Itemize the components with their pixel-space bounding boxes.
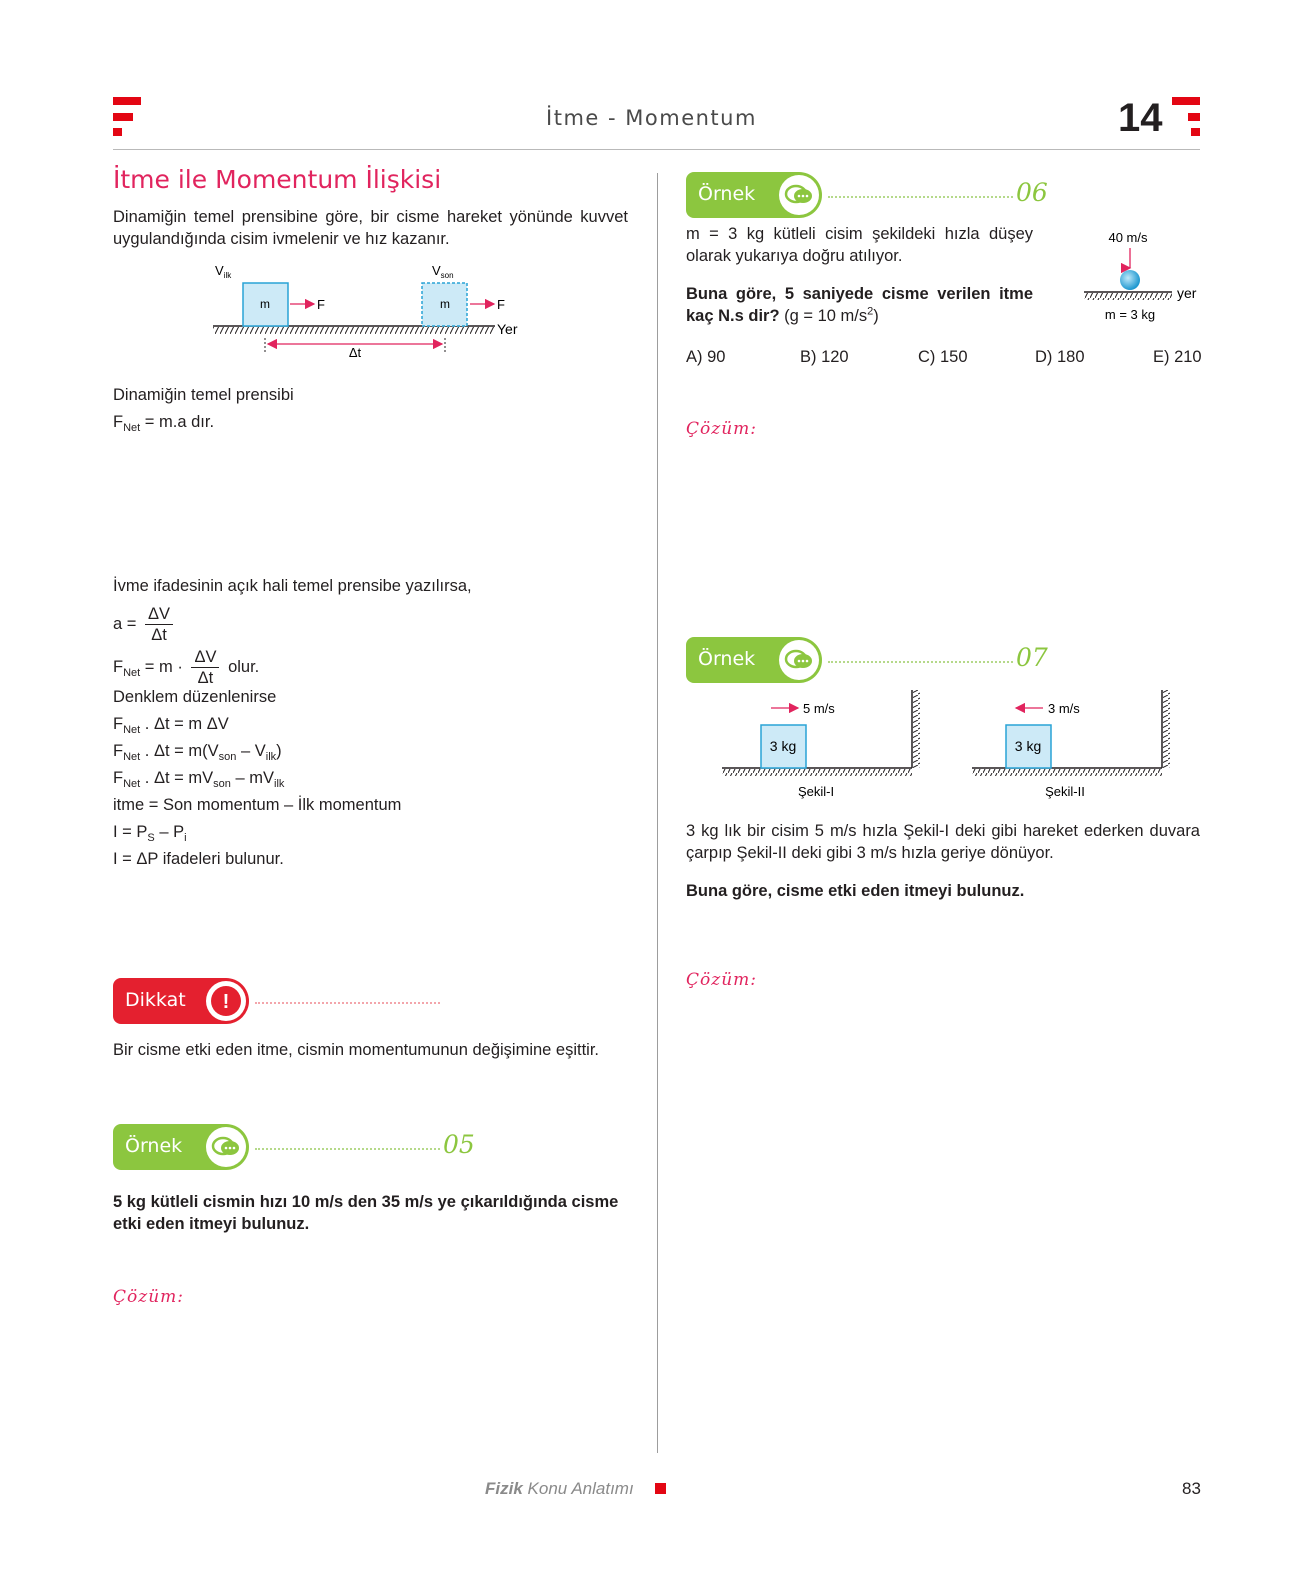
block-mass: 3 kg [1014, 738, 1042, 754]
running-header-title: İtme - Momentum [546, 106, 757, 130]
caution-text: Bir cisme etki eden itme, cismin momentumunun değişimine eşittir. [113, 1041, 600, 1059]
vertical-throw-figure [1080, 226, 1200, 332]
ground-label: yer [1177, 285, 1197, 301]
option-c: C) 150 [918, 348, 968, 366]
example-06-number: 06 [1016, 178, 1048, 207]
delta-t-label: Δt [348, 345, 362, 360]
section-title: İtme ile Momentum İlişkisi [113, 165, 442, 194]
example-07-number: 07 [1016, 643, 1048, 672]
example-07-question: Buna göre, cisme etki eden itmeyi bulunuz. [686, 882, 1025, 900]
acceleration-intro: İvme ifadesinin açık hali temel prensibe yazılırsa, [113, 577, 472, 595]
impulse-words: itme = Son momentum – İlk momentum [113, 796, 402, 814]
caption: Şekil-I [797, 784, 835, 799]
option-a: A) 90 [686, 348, 726, 366]
wall-hatch [1163, 690, 1170, 768]
ground-hatch [1084, 293, 1172, 300]
principle-label: Dinamiğin temel prensibi [113, 386, 294, 404]
page-number: 83 [1182, 1479, 1201, 1498]
speed-label: 40 m/s [1108, 230, 1148, 245]
example-07-solution-label: Çözüm: [686, 970, 757, 990]
ground-hatch [722, 769, 912, 776]
option-e: E) 210 [1153, 348, 1202, 366]
figure-1 [718, 685, 928, 805]
caption: Şekil-II [1045, 784, 1085, 799]
chapter-number: 14 [1118, 96, 1163, 140]
example-07-dots [828, 661, 1013, 663]
v-final-label: $V_{son}$ [432, 263, 454, 280]
example-06-dots [828, 196, 1013, 198]
principle-equation: $F_{Net} = m.a$ dır. [113, 413, 215, 434]
force-label-final: F [497, 297, 505, 312]
force-equation: $F_{Net} = m$ · $\frac{\Delta V}{\Delta t}$ olur. [113, 648, 260, 687]
example-07-tag [686, 637, 822, 683]
example-05-dots [255, 1148, 440, 1150]
v-initial-label: $V_{ilk}$ [215, 263, 232, 280]
example-05-tag [113, 1124, 249, 1170]
intro-paragraph: Dinamiğin temel prensibine göre, bir cisme hareket yönünde kuvvet uygulandığında cisim ivmelenir ve hız kazanır. [113, 208, 628, 248]
column-divider [657, 173, 658, 1453]
caution-tag [113, 978, 249, 1024]
example-05-question: 5 kg kütleli cismin hızı 10 m/s den 35 m/s ye çıkarıldığında cisme etki eden itmeyi bulunuz. [113, 1193, 619, 1233]
block-mass: 3 kg [769, 738, 797, 754]
caution-label: Dikkat [125, 989, 186, 1011]
mass-label: m = 3 kg [1104, 307, 1156, 322]
example-06-solution-label: Çözüm: [686, 419, 757, 439]
example-07-label: Örnek [698, 648, 756, 670]
ground-label: Yer [497, 321, 518, 337]
example-05-number: 05 [443, 1130, 475, 1159]
example-07-text: 3 kg lık bir cisim 5 m/s hızla Şekil-I deki gibi hareket ederken duvara çarpıp Şekil-II deki gibi 3 m/s hızla geriye dönüyor. [686, 822, 1200, 862]
svg-text:!: ! [222, 991, 230, 1013]
ground-hatch [213, 327, 495, 334]
derivation-line-3: $F_{Net}$ . $\Delta t = mV_{son} - mV_{ilk}$ [113, 769, 285, 790]
option-d: D) 180 [1035, 348, 1085, 366]
rearrange-label: Denklem düzenlenirse [113, 688, 277, 706]
block-final-mass: m [440, 297, 450, 311]
derivation-line-2: $F_{Net}$ . $\Delta t = m(V_{son} - V_{ilk})$ [113, 742, 282, 763]
derivation-line-1: $F_{Net}$ . Δt = m ΔV [113, 715, 229, 736]
header-rule [113, 149, 1200, 150]
wall-hatch [913, 690, 920, 768]
example-06-tag [686, 172, 822, 218]
footer-book-title: Fizik Konu Anlatımı [485, 1479, 634, 1498]
chat-bubble-icon [779, 640, 819, 680]
speed-label: 5 m/s [803, 701, 835, 716]
ground-hatch [972, 769, 1162, 776]
caution-dots [255, 1002, 440, 1004]
speed-label: 3 m/s [1048, 701, 1080, 716]
impulse-equation: $I = P_S - P_i$ [113, 823, 187, 844]
example-05-label: Örnek [125, 1135, 183, 1157]
figure-2 [968, 685, 1178, 805]
motion-figure [205, 262, 525, 372]
chat-bubble-icon [206, 1127, 246, 1167]
example-06-question: Buna göre, 5 saniyede cisme verilen itme kaç N.s dir? (g = 10 $m/s^2$) [686, 285, 1033, 325]
example-05-solution-label: Çözüm: [113, 1287, 184, 1307]
impulse-delta: I = ΔP ifadeleri bulunur. [113, 850, 284, 868]
example-06-text: m = 3 kg kütleli cisim şekildeki hızla düşey olarak yukarıya doğru atılıyor. [686, 225, 1033, 265]
chat-bubble-icon [779, 175, 819, 215]
option-b: B) 120 [800, 348, 849, 366]
exclamation-icon [206, 981, 246, 1021]
force-label-initial: F [317, 297, 325, 312]
footer-square-icon [655, 1483, 666, 1494]
acceleration-equation: a = $\frac{\Delta V}{\Delta t}$ [113, 604, 177, 645]
ball [1120, 270, 1140, 290]
example-06-label: Örnek [698, 183, 756, 205]
block-initial-mass: m [260, 297, 270, 311]
